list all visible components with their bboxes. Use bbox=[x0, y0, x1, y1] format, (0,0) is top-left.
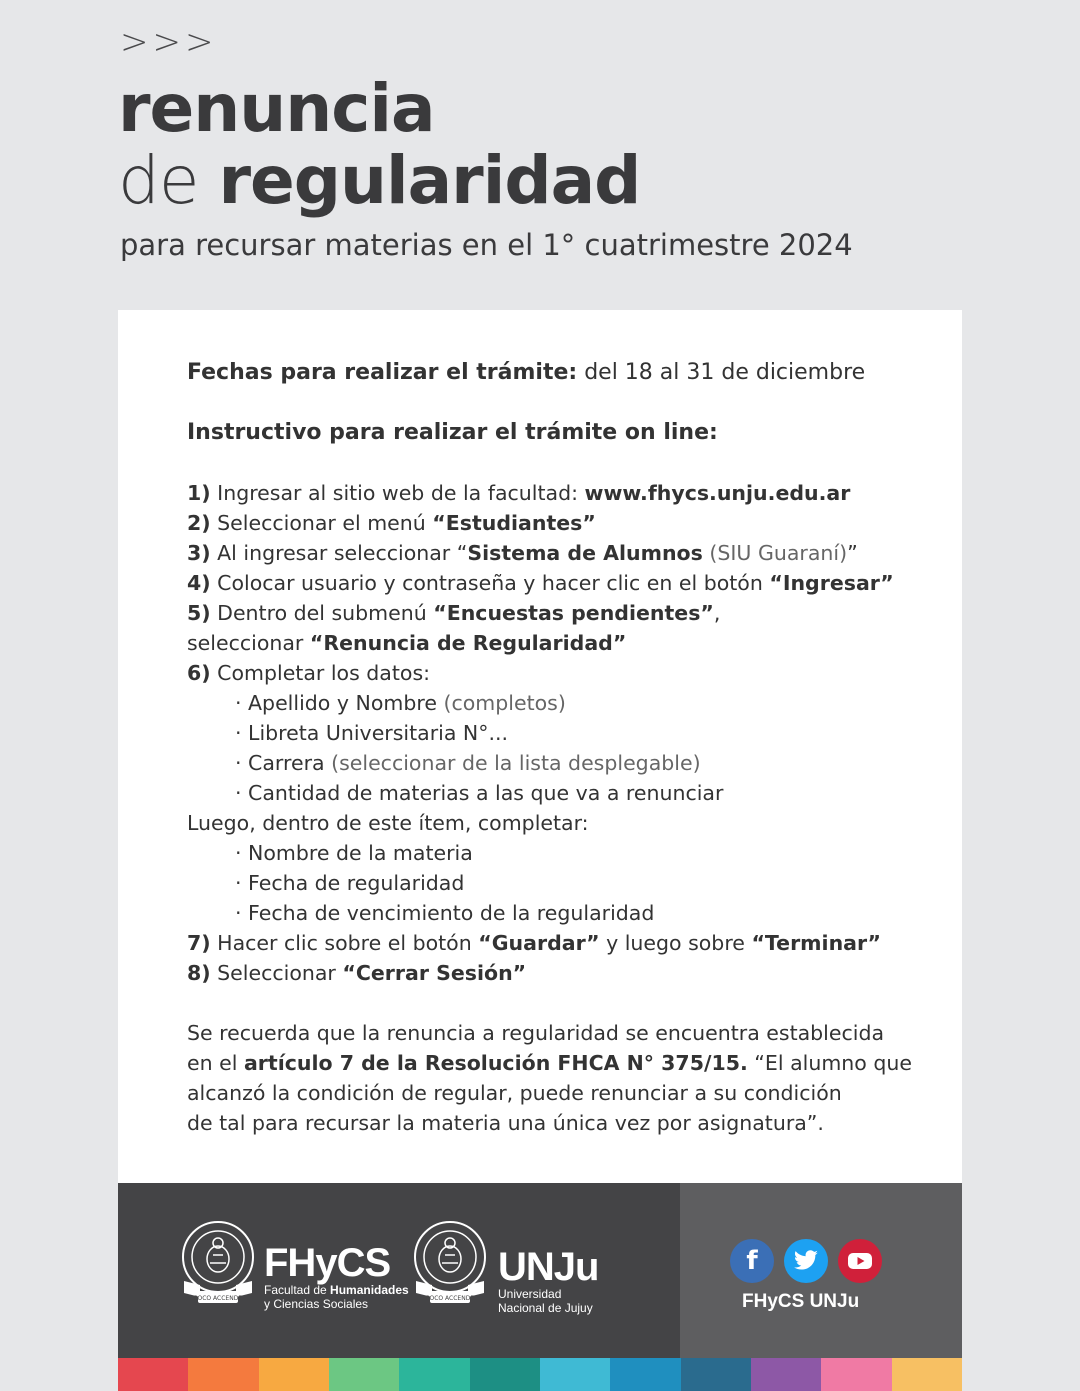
instructivo-heading: Instructivo para realizar el trámite on line: bbox=[187, 420, 718, 445]
youtube-icon[interactable] bbox=[838, 1239, 882, 1283]
list-item: · Carrera (seleccionar de la lista desplegable) bbox=[235, 751, 701, 775]
twitter-icon[interactable] bbox=[784, 1239, 828, 1283]
legal-note: Se recuerda que la renuncia a regularidad se encuentra establecida en el artículo 7 de la Resolución FHCA N° 375/15. “El alumno que alcanzó la condición de regular, puede renunciar a su condición de tal para recursar la materia una única vez por asignatura”. bbox=[187, 1021, 912, 1135]
step-7: 7) Hacer clic sobre el botón “Guardar” y luego sobre “Terminar” bbox=[187, 931, 881, 955]
luego-line: Luego, dentro de este ítem, completar: bbox=[187, 811, 589, 835]
color-stripe bbox=[751, 1358, 821, 1391]
svg-text:POCO ACCENDE: POCO ACCENDE bbox=[425, 1295, 475, 1302]
step-5-cont: seleccionar “Renuncia de Regularidad” bbox=[187, 631, 627, 655]
youtube-play-icon bbox=[847, 1251, 873, 1271]
svg-text:POCO ACCENDE: POCO ACCENDE bbox=[193, 1295, 243, 1302]
list-item: · Fecha de vencimiento de la regularidad bbox=[235, 901, 655, 925]
social-icons bbox=[730, 1239, 882, 1283]
color-stripe bbox=[610, 1358, 680, 1391]
color-stripes bbox=[118, 1358, 962, 1391]
list-item: · Cantidad de materias a las que va a renunciar bbox=[235, 781, 724, 805]
color-stripe bbox=[470, 1358, 540, 1391]
step-2: 2) Seleccionar el menú “Estudiantes” bbox=[187, 511, 596, 535]
title-de: de bbox=[118, 142, 199, 219]
twitter-bird-icon bbox=[793, 1250, 819, 1272]
step-3: 3) Al ingresar seleccionar “Sistema de Alumnos (SIU Guaraní)” bbox=[187, 541, 858, 565]
fechas-value: del 18 al 31 de diciembre bbox=[577, 360, 866, 385]
step-8: 8) Seleccionar “Cerrar Sesión” bbox=[187, 961, 527, 985]
list-item: · Fecha de regularidad bbox=[235, 871, 465, 895]
step-4: 4) Colocar usuario y contraseña y hacer clic en el botón “Ingresar” bbox=[187, 571, 894, 595]
page-title: renuncia bbox=[118, 70, 435, 147]
page-title-line2 bbox=[118, 142, 640, 219]
list-item: · Nombre de la materia bbox=[235, 841, 473, 865]
color-stripe bbox=[399, 1358, 469, 1391]
color-stripe bbox=[821, 1358, 891, 1391]
info-card bbox=[118, 310, 962, 1183]
social-handle: FHyCS UNJu bbox=[742, 1291, 860, 1312]
unju-brand: UNJu Universidad Nacional de Jujuy bbox=[498, 1245, 599, 1315]
step-1: 1) Ingresar al sitio web de la facultad: www.fhycs.unju.edu.ar bbox=[187, 481, 851, 505]
color-stripe bbox=[259, 1358, 329, 1391]
step-6: 6) Completar los datos: bbox=[187, 661, 431, 685]
color-stripe bbox=[681, 1358, 751, 1391]
unju-seal-icon bbox=[412, 1219, 488, 1309]
fechas-line bbox=[187, 358, 927, 388]
footer-social bbox=[680, 1183, 962, 1358]
list-item: · Libreta Universitaria N°... bbox=[235, 721, 509, 745]
facebook-icon[interactable]: f bbox=[730, 1239, 774, 1283]
footer bbox=[118, 1183, 962, 1358]
page-subtitle: para recursar materias en el 1° cuatrimestre 2024 bbox=[120, 228, 853, 262]
chevrons: >>> bbox=[120, 22, 218, 62]
color-stripe bbox=[188, 1358, 258, 1391]
title-regularidad: regularidad bbox=[218, 142, 641, 219]
fhycs-seal-icon bbox=[180, 1219, 256, 1309]
color-stripe bbox=[329, 1358, 399, 1391]
footer-logos bbox=[118, 1183, 680, 1358]
list-item: · Apellido y Nombre (completos) bbox=[235, 691, 566, 715]
step-5: 5) Dentro del submenú “Encuestas pendientes”, bbox=[187, 601, 721, 625]
fhycs-brand: FHyCS Facultad de Humanidades y Ciencias Sociales bbox=[264, 1241, 409, 1311]
steps-list bbox=[187, 478, 927, 988]
color-stripe bbox=[118, 1358, 188, 1391]
fechas-label: Fechas para realizar el trámite: bbox=[187, 360, 578, 385]
card-content bbox=[187, 358, 927, 1138]
color-stripe bbox=[540, 1358, 610, 1391]
website-link[interactable]: www.fhycs.unju.edu.ar bbox=[584, 481, 851, 505]
color-stripe bbox=[892, 1358, 962, 1391]
